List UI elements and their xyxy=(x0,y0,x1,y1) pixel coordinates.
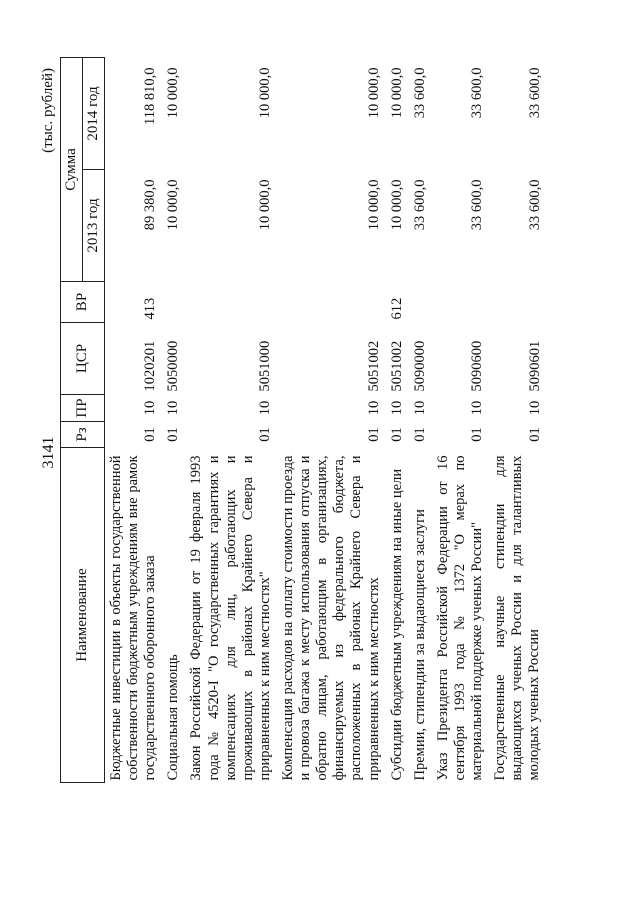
row-pr: 10 xyxy=(388,400,405,416)
row-vr xyxy=(277,282,386,323)
row-2013: 10 000,0 xyxy=(256,179,273,231)
page-number: 3141 xyxy=(40,436,57,469)
row-2014: 10 000,0 xyxy=(388,67,405,119)
row-2013: 89 380,0 xyxy=(142,179,159,231)
header-name: Наименование xyxy=(61,448,105,783)
row-2014: 33 600,0 xyxy=(411,67,428,119)
budget-table xyxy=(60,57,547,783)
header-csr: ЦСР xyxy=(61,323,105,395)
row-vr: 612 xyxy=(388,297,405,320)
row-2013: 33 600,0 xyxy=(411,179,428,231)
row-name: Закон Российской Федерации от 19 февраля 1993 года № 4520-I "О государственных гарантиях и компенсациях для лиц, работающих и проживающих в районах Крайнего Севера и приравненных к ним местностях" xyxy=(188,455,273,781)
header-vr: ВР xyxy=(61,282,105,323)
row-name: Социальная помощь xyxy=(165,654,182,781)
row-2014: 10 000,0 xyxy=(165,67,182,119)
table-row xyxy=(489,57,546,782)
row-2013: 10 000,0 xyxy=(365,179,382,231)
header-sum: Сумма xyxy=(61,57,83,281)
row-vr: 413 xyxy=(142,297,159,320)
table-row xyxy=(105,57,163,782)
header-year-2014: 2014 год xyxy=(83,57,105,169)
row-csr: 1020201 xyxy=(142,340,159,392)
row-csr: 5051002 xyxy=(365,340,382,392)
row-name: Субсидии бюджетным учреждениям на иные цели xyxy=(388,468,405,781)
row-name: Премии, стипендии за выдающиеся заслуги xyxy=(411,509,428,781)
row-vr xyxy=(432,282,489,323)
row-csr: 5050000 xyxy=(165,340,182,392)
row-2014: 118 810,0 xyxy=(142,67,159,125)
header-year-2013: 2013 год xyxy=(83,170,105,282)
row-2013: 10 000,0 xyxy=(165,179,182,231)
table-row xyxy=(409,57,432,782)
row-name: Указ Президента Российской Федерации от 16 сентября 1993 года № 1372 "О мерах по материальной поддержке ученых России" xyxy=(434,455,486,781)
table-row xyxy=(162,57,185,782)
row-rz: 01 xyxy=(411,427,428,442)
row-vr xyxy=(162,282,185,323)
row-vr xyxy=(409,282,432,323)
row-rz: 01 xyxy=(469,427,486,442)
table-row xyxy=(432,57,489,782)
row-rz: 01 xyxy=(256,427,273,442)
header-pr: ПР xyxy=(61,395,105,422)
header-row xyxy=(61,57,83,782)
row-csr: 5090600 xyxy=(469,340,486,392)
units-note: (тыс. рублей) xyxy=(40,68,56,153)
table-row xyxy=(185,57,277,782)
row-name: Компенсация расходов на оплату стоимости проезда и провоза багажа к месту использования отпуска и обратно лицам, работающим в организациях, финансируемых из федерального бюджета, расположенных в районах Крайнего Севера и приравненных к ним местностях xyxy=(279,455,382,781)
row-rz: 01 xyxy=(388,427,405,442)
row-pr: 10 xyxy=(165,400,182,416)
row-pr: 10 xyxy=(365,400,382,416)
header-rz: Рз xyxy=(61,422,105,448)
row-rz: 01 xyxy=(165,427,182,442)
row-name: Государственные научные стипендии для выдающихся ученых России и для талантливых молодых ученых России xyxy=(492,455,543,781)
row-csr: 5051002 xyxy=(388,340,405,392)
row-pr: 10 xyxy=(469,400,486,416)
row-2014: 10 000,0 xyxy=(256,67,273,119)
table-row xyxy=(386,57,409,782)
row-pr: 10 xyxy=(256,400,273,416)
row-rz: 01 xyxy=(142,427,159,442)
row-2014: 33 600,0 xyxy=(469,67,486,119)
row-csr: 5090601 xyxy=(526,340,543,392)
row-2013: 10 000,0 xyxy=(388,179,405,231)
row-vr xyxy=(489,282,546,323)
row-2014: 10 000,0 xyxy=(365,67,382,119)
row-vr xyxy=(185,282,277,323)
row-csr: 5090000 xyxy=(411,340,428,392)
row-rz: 01 xyxy=(365,427,382,442)
row-rz: 01 xyxy=(526,427,543,442)
row-pr: 10 xyxy=(526,400,543,416)
row-csr: 5051000 xyxy=(256,340,273,392)
row-name: Бюджетные инвестиции в объекты государственной собственности бюджетным учреждениям вне рамок государственного оборонного заказа xyxy=(108,455,159,781)
row-2013: 33 600,0 xyxy=(526,179,543,231)
row-pr: 10 xyxy=(142,400,159,416)
row-2013: 33 600,0 xyxy=(469,179,486,231)
row-pr: 10 xyxy=(411,400,428,416)
table-row xyxy=(277,57,386,782)
row-2014: 33 600,0 xyxy=(526,67,543,119)
